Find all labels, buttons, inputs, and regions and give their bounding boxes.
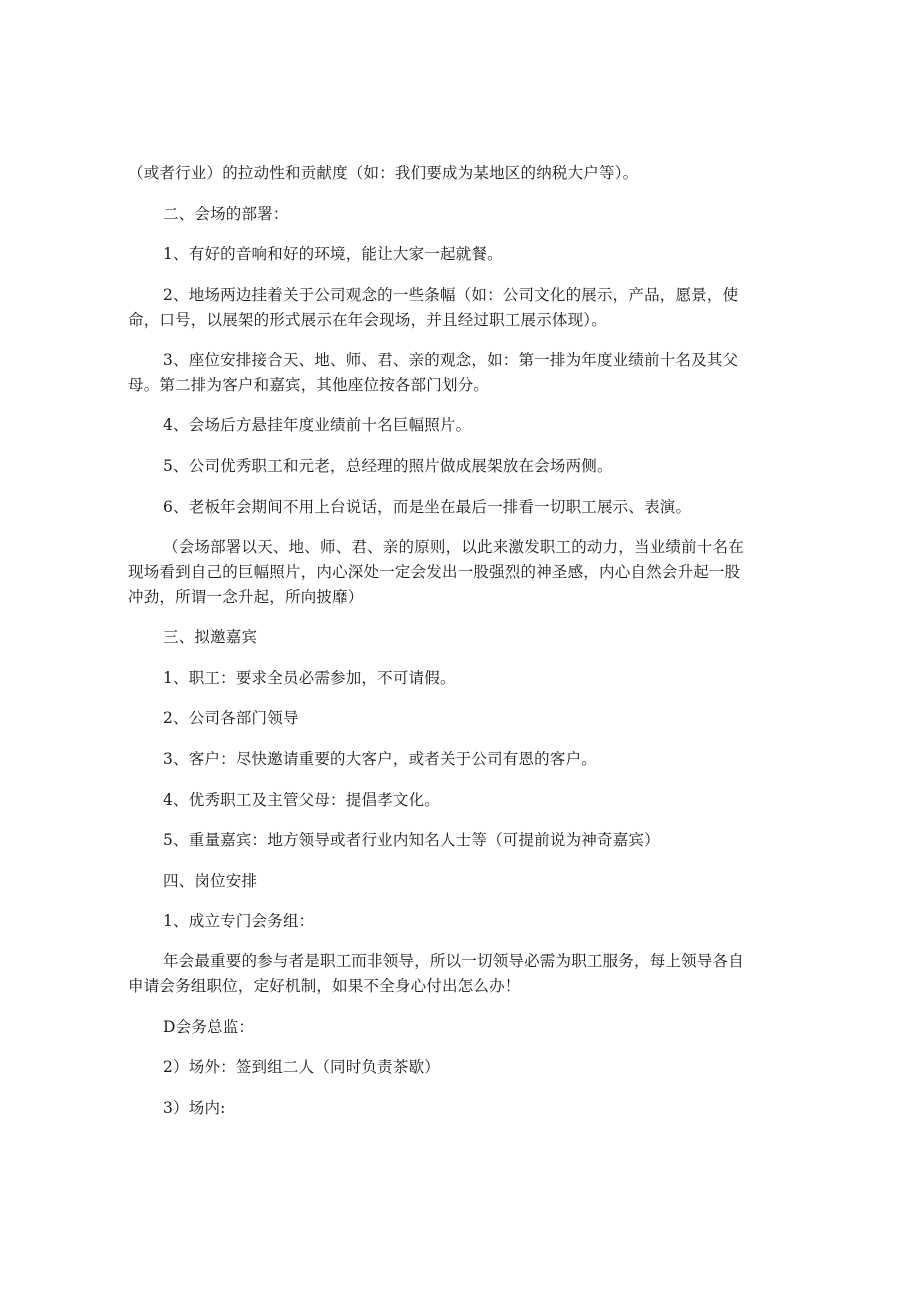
note-paragraph: （会场部署以天、地、师、君、亲的原则，以此来激发职工的动力，当业绩前十名在	[163, 538, 744, 556]
list-item: 3、客户：尽快邀请重要的大客户，或者关于公司有恩的客户。	[163, 750, 597, 768]
list-item: 5、重量嘉宾：地方领导或者行业内知名人士等（可提前说为神奇嘉宾）	[163, 831, 660, 849]
list-item: 3）场内:	[163, 1099, 226, 1117]
list-item: 1、有好的音响和好的环境，能让大家一起就餐。	[163, 245, 503, 263]
section-heading: 三、拟邀嘉宾	[163, 628, 258, 646]
text-line: 申请会务组职位，定好机制，如果不全身心付出怎么办！	[128, 977, 521, 995]
text-line: 命，口号，以展架的形式展示在年会现场，并且经过职工展示体现）。	[128, 311, 607, 329]
text-line: （或者行业）的拉动性和贡献度（如：我们要成为某地区的纳税大户等）。	[128, 164, 639, 182]
section-heading: 四、岗位安排	[163, 872, 258, 890]
list-item: 4、会场后方悬挂年度业绩前十名巨幅照片。	[163, 416, 472, 434]
list-item: 3、座位安排接合天、地、师、君、亲的观念，如：第一排为年度业绩前十名及其父	[163, 351, 739, 369]
text-line: 母。第二排为客户和嘉宾，其他座位按各部门划分。	[128, 376, 490, 394]
list-item: D会务总监：	[163, 1018, 255, 1036]
list-item: 5、公司优秀职工和元老，总经理的照片做成展架放在会场两侧。	[163, 457, 613, 475]
list-item: 1、职工：要求全员必需参加，不可请假。	[163, 669, 456, 687]
list-item: 6、老板年会期间不用上台说话，而是坐在最后一排看一切职工展示、表演。	[163, 498, 692, 516]
list-item: 4、优秀职工及主管父母：提倡孝文化。	[163, 791, 440, 809]
list-item: 2）场外：签到组二人（同时负责茶歇）	[163, 1058, 440, 1076]
text-line: 年会最重要的参与者是职工而非领导，所以一切领导必需为职工服务，每上领导各自	[163, 952, 744, 970]
text-line: 现场看到自己的巨幅照片，内心深处一定会发出一股强烈的神圣感，内心自然会升起一股	[128, 563, 741, 581]
text-line: 冲劲，所谓一念升起，所向披靡）	[128, 588, 364, 606]
list-item: 2、地场两边挂着关于公司观念的一些条幅（如：公司文化的展示，产品，愿景，使	[163, 286, 739, 304]
section-heading: 二、会场的部署：	[163, 205, 289, 223]
list-item: 1、成立专门会务组：	[163, 912, 315, 930]
list-item: 2、公司各部门领导	[163, 709, 299, 727]
